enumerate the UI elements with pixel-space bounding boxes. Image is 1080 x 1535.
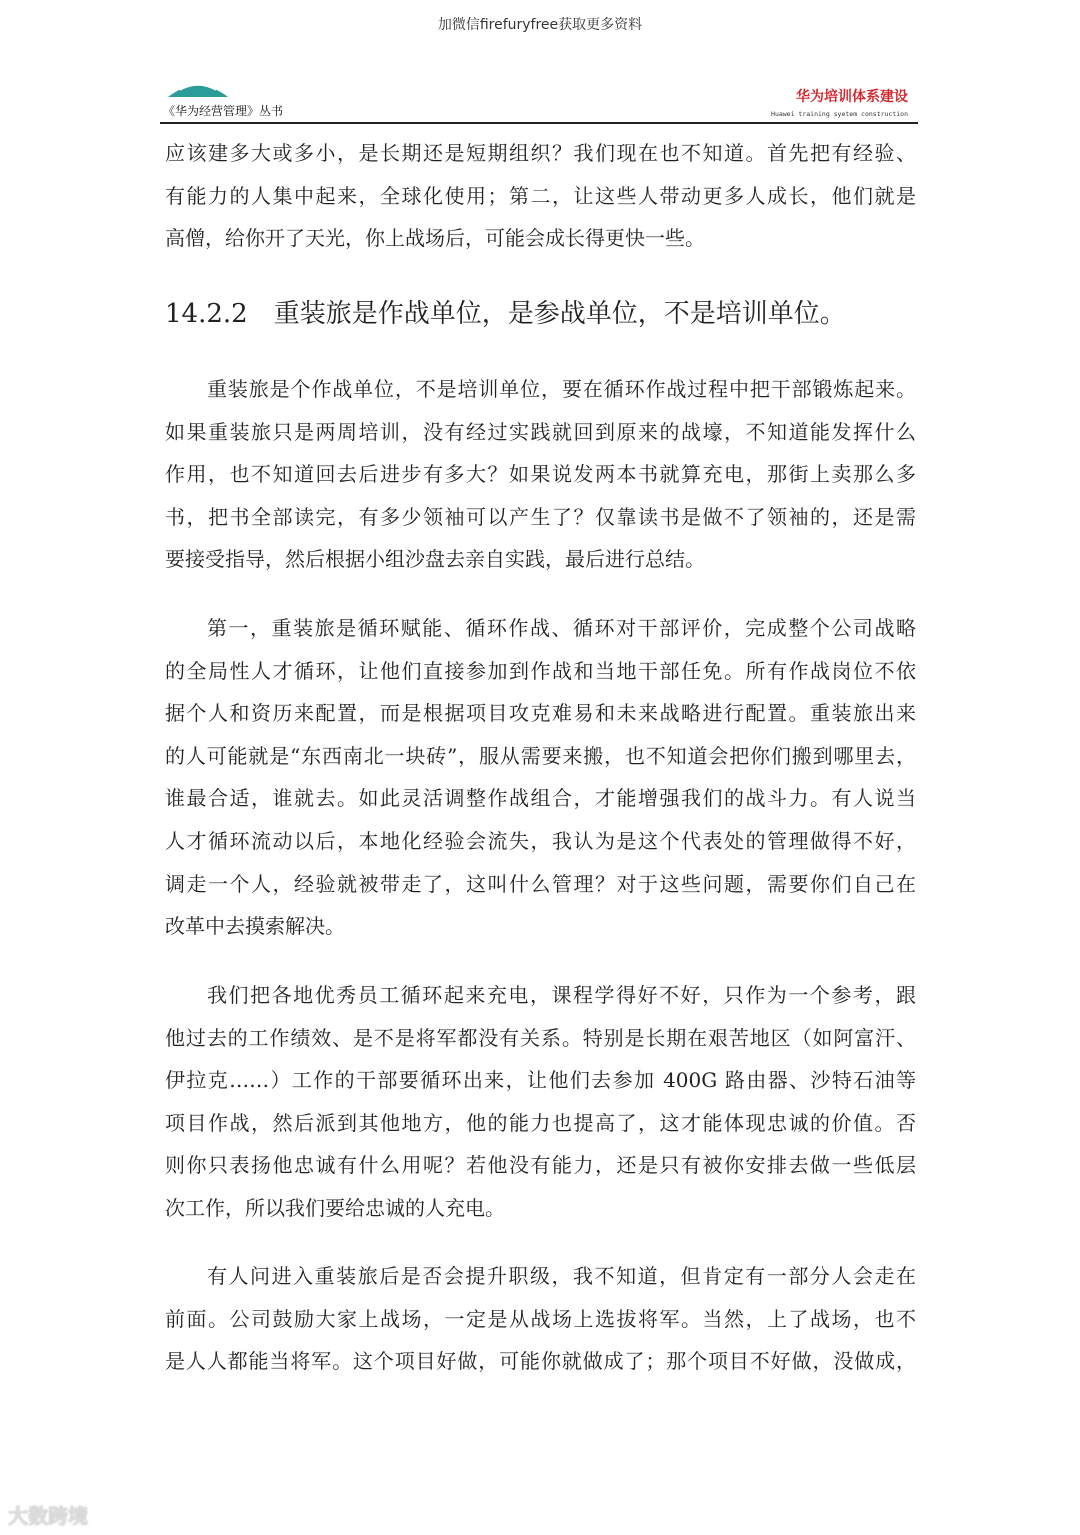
text-line: 要接受指导，然后根据小组沙盘去亲自实践，最后进行总结。 bbox=[165, 547, 705, 572]
text-line: 高僧，给你开了天光，你上战场后，可能会成长得更快一些。 bbox=[165, 226, 705, 251]
text-line: 人才循环流动以后，本地化经验会流失，我认为是这个代表处的管理做得不好， bbox=[165, 828, 916, 853]
text-line: 有能力的人集中起来，全球化使用；第二，让这些人带动更多人成长，他们就是 bbox=[165, 183, 916, 208]
brand-subtitle: Huawei training syetem construction bbox=[771, 110, 908, 118]
text-line: 的人可能就是“东西南北一块砖”，服从需要来搬，也不知道会把你们搬到哪里去， bbox=[165, 743, 916, 768]
text-line: 第一，重装旅是循环赋能、循环作战、循环对干部评价，完成整个公司战略 bbox=[207, 616, 916, 640]
text-line: 重装旅是个作战单位，不是培训单位，要在循环作战过程中把干部锻炼起来。 bbox=[207, 377, 916, 401]
text-line: 则你只表扬他忠诚有什么用呢？若他没有能力，还是只有被你安排去做一些低层 bbox=[165, 1153, 916, 1178]
paragraph bbox=[165, 607, 916, 948]
text-line: 书，把书全部读完，有多少领袖可以产生了？仅靠读书是做不了领袖的，还是需 bbox=[165, 504, 916, 529]
text-line: 是人人都能当将军。这个项目好做，可能你就做成了；那个项目不好做，没做成， bbox=[165, 1349, 916, 1374]
paragraph bbox=[165, 368, 916, 581]
text-line: 据个人和资历来配置，而是根据项目攻克难易和未来战略进行配置。重装旅出来 bbox=[165, 701, 916, 726]
text-line: 谁最合适，谁就去。如此灵活调整作战组合，才能增强我们的战斗力。有人说当 bbox=[165, 786, 916, 811]
paragraph bbox=[165, 974, 916, 1230]
text-line: 前面。公司鼓励大家上战场，一定是从战场上选拔将军。当然，上了战场，也不 bbox=[165, 1306, 916, 1331]
section-number: 14.2.2 bbox=[165, 299, 248, 329]
brand-title: 华为培训体系建设 bbox=[796, 89, 908, 105]
text-line: 次工作，所以我们要给忠诚的人充电。 bbox=[165, 1195, 505, 1220]
text-line: 我们把各地优秀员工循环起来充电，课程学得好不好，只作为一个参考，跟 bbox=[207, 983, 916, 1007]
text-line: 改革中去摸索解决。 bbox=[165, 914, 345, 939]
text-line: 有人问进入重装旅后是否会提升职级，我不知道，但肯定有一部分人会走在 bbox=[207, 1264, 916, 1288]
text-line: 的全局性人才循环，让他们直接参加到作战和当地干部任免。所有作战岗位不依 bbox=[165, 658, 916, 683]
paragraph bbox=[165, 1255, 916, 1383]
text-line: 伊拉克……）工作的干部要循环出来，让他们去参加 400G 路由器、沙特石油等 bbox=[165, 1068, 916, 1093]
series-title: 《华为经营管理》丛书 bbox=[163, 104, 284, 118]
text-line: 项目作战，然后派到其他地方，他的能力也提高了，这才能体现忠诚的价值。否 bbox=[165, 1110, 916, 1135]
text-line: 如果重装旅只是两周培训，没有经过实践就回到原来的战壕，不知道能发挥什么 bbox=[165, 419, 916, 444]
paragraph bbox=[165, 132, 916, 260]
header-rule bbox=[160, 122, 918, 124]
text-line: 应该建多大或多小，是长期还是短期组织？我们现在也不知道。首先把有经验、 bbox=[165, 141, 916, 165]
section-heading bbox=[165, 293, 846, 330]
mountain-logo-icon bbox=[168, 78, 228, 98]
text-line: 他过去的工作绩效、是不是将军都没有关系。特别是长期在艰苦地区（如阿富汗、 bbox=[165, 1025, 916, 1050]
text-line: 作用，也不知道回去后进步有多大？如果说发两本书就算充电，那街上卖那么多 bbox=[165, 462, 916, 487]
text-line: 调走一个人，经验就被带走了，这叫什么管理？对于这些问题，需要你们自己在 bbox=[165, 871, 916, 896]
section-title: 重装旅是作战单位，是参战单位，不是培训单位。 bbox=[273, 299, 846, 329]
top-watermark: 加微信firefuryfree获取更多资料 bbox=[437, 17, 643, 33]
bottom-watermark: 大数跨境 bbox=[8, 1504, 88, 1528]
